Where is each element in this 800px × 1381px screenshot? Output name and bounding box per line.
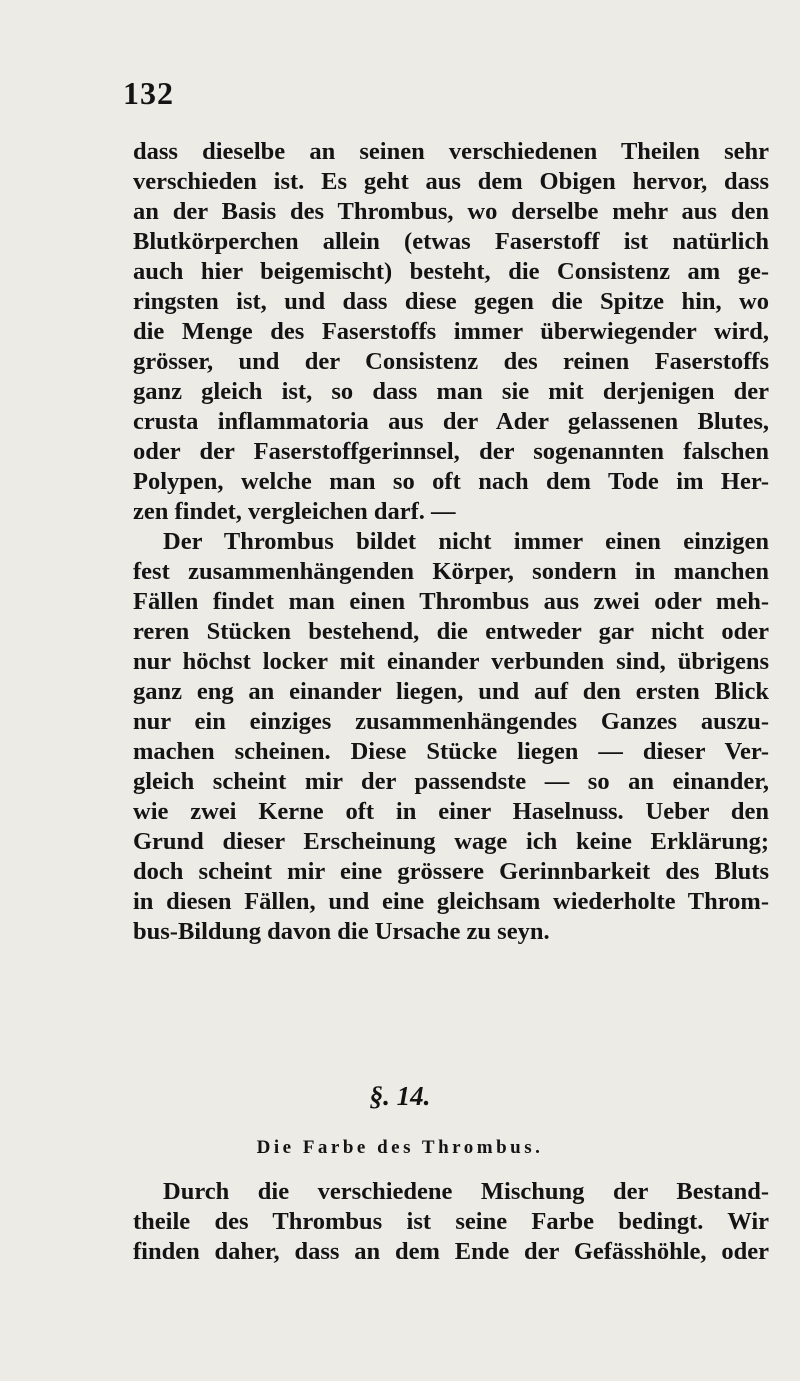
text-line: dass dieselbe an seinen verschiedenen Theilen sehr — [133, 138, 769, 165]
text-line: nur höchst locker mit einander verbunden sind, übrigens — [133, 648, 769, 675]
text-line: oder der Faserstoffgerinnsel, der sogenannten falschen — [133, 438, 769, 465]
text-line: auch hier beigemischt) besteht, die Consistenz am ge- — [133, 258, 769, 285]
section-title: Die Farbe des Thrombus. — [256, 1137, 544, 1158]
text-line: crusta inflammatoria aus der Ader gelassenen Blutes, — [133, 408, 769, 435]
text-line: in diesen Fällen, und eine gleichsam wiederholte Throm- — [133, 888, 769, 915]
text-line: verschieden ist. Es geht aus dem Obigen hervor, dass — [133, 168, 769, 195]
text-line: reren Stücken bestehend, die entweder gar nicht oder — [133, 618, 769, 645]
text-line: die Menge des Faserstoffs immer überwiegender wird, — [133, 318, 769, 345]
text-line: finden daher, dass an dem Ende der Gefässhöhle, oder — [133, 1238, 769, 1265]
text-line: Polypen, welche man so oft nach dem Tode im Her- — [133, 468, 769, 495]
text-line: doch scheint mir eine grössere Gerinnbarkeit des Bluts — [133, 858, 769, 885]
text-line: ganz eng an einander liegen, und auf den ersten Blick — [133, 678, 769, 705]
text-line: Durch die verschiedene Mischung der Bestand- — [163, 1178, 769, 1205]
text-line: grösser, und der Consistenz des reinen Faserstoffs — [133, 348, 769, 375]
text-line: nur ein einziges zusammenhängendes Ganzes auszu- — [133, 708, 769, 735]
text-line: ganz gleich ist, so dass man sie mit derjenigen der — [133, 378, 769, 405]
text-line: Grund dieser Erscheinung wage ich keine Erklärung; — [133, 828, 769, 855]
text-line: machen scheinen. Diese Stücke liegen — dieser Ver- — [133, 738, 769, 765]
text-line: an der Basis des Thrombus, wo derselbe mehr aus den — [133, 198, 769, 225]
text-line: Blutkörperchen allein (etwas Faserstoff ist natürlich — [133, 228, 769, 255]
text-line: ringsten ist, und dass diese gegen die Spitze hin, wo — [133, 288, 769, 315]
text-line: Der Thrombus bildet nicht immer einen einzigen — [163, 528, 769, 555]
text-line: bus-Bildung davon die Ursache zu seyn. — [133, 918, 550, 945]
text-line: Fällen findet man einen Thrombus aus zwei oder meh- — [133, 588, 769, 615]
text-line: wie zwei Kerne oft in einer Haselnuss. Ueber den — [133, 798, 769, 825]
text-line: theile des Thrombus ist seine Farbe bedingt. Wir — [133, 1208, 769, 1235]
page-number: 132 — [123, 75, 174, 111]
text-line: gleich scheint mir der passendste — so an einander, — [133, 768, 769, 795]
text-line: zen findet, vergleichen darf. — — [133, 498, 456, 525]
section-number: §. 14. — [369, 1081, 431, 1111]
text-line: fest zusammenhängenden Körper, sondern in manchen — [133, 558, 769, 585]
